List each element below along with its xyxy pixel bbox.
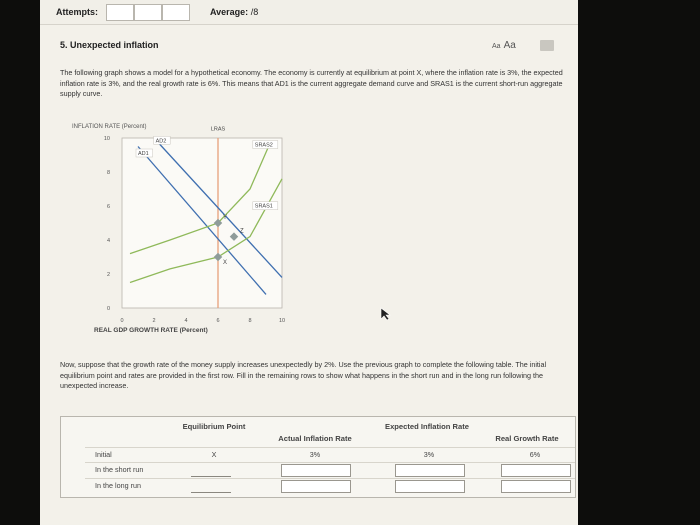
header-actual-inflation: Actual Inflation Rate: [278, 434, 352, 443]
row-label-short-run: In the short run: [95, 465, 144, 474]
y-axis-label: INFLATION RATE (Percent): [72, 124, 147, 130]
short-run-actual-input[interactable]: [281, 464, 351, 477]
attempt-box: [134, 4, 162, 21]
font-decrease-button[interactable]: Aa: [492, 43, 501, 50]
short-run-expected-input[interactable]: [395, 464, 465, 477]
series-label-ad1: AD1: [138, 151, 149, 157]
inflation-growth-graph[interactable]: [70, 118, 310, 338]
long-run-eq-dropdown[interactable]: [191, 481, 231, 493]
attempts-label: Attempts:: [56, 7, 98, 17]
header-equilibrium-point: Equilibrium Point: [182, 422, 246, 431]
series-label-sras1: SRAS1: [254, 203, 273, 210]
point-label-z: Z: [240, 228, 244, 235]
point-label-x: X: [223, 260, 228, 266]
font-size-controls[interactable]: [492, 40, 516, 51]
row-label-long-run: In the long run: [95, 481, 141, 490]
point-label-y: Y: [223, 215, 228, 221]
long-run-actual-input[interactable]: [281, 480, 351, 493]
series-label-lras: LRAS: [210, 126, 226, 133]
x-tick-label: 4: [184, 318, 188, 324]
x-tick-label: 6: [216, 318, 220, 324]
x-tick-label: 0: [120, 318, 124, 324]
x-tick-label: 8: [248, 318, 252, 324]
header-real-growth: Real Growth Rate: [495, 434, 559, 443]
y-tick-label: 10: [103, 136, 110, 142]
series-label-ad2: AD2: [155, 138, 167, 145]
y-tick-label: 2: [106, 272, 110, 278]
short-run-eq-dropdown[interactable]: [191, 465, 231, 477]
y-tick-label: 8: [106, 170, 110, 176]
series-label-sras2: SRAS2: [254, 142, 273, 149]
attempt-box: [162, 4, 190, 21]
header-expected-inflation: Expected Inflation Rate: [385, 422, 469, 431]
initial-real-growth: 6%: [529, 450, 541, 459]
row-divider: [85, 478, 575, 479]
y-tick-label: 0: [106, 306, 110, 312]
question-page: [40, 0, 578, 525]
table-instructions: Now, suppose that the growth rate of the money supply increases unexpectedly by 2%. Use the previous graph to complete the following table. The initial equilibrium point and rates are provided in the first row. Fill in the remaining rows to show what happens in the short run and in the long run following the unexpected increase.: [60, 360, 547, 390]
results-table: [60, 416, 576, 498]
initial-expected-inflation: 3%: [423, 450, 435, 459]
y-tick-label: 4: [106, 238, 110, 244]
font-increase-button[interactable]: Aa: [503, 40, 516, 51]
graph-panel[interactable]: [70, 118, 310, 338]
long-run-growth-input[interactable]: [501, 480, 571, 493]
row-label-initial: Initial: [95, 450, 112, 459]
mouse-cursor-icon: [380, 307, 392, 321]
print-icon[interactable]: [540, 40, 554, 51]
y-tick-label: 6: [106, 204, 110, 210]
x-tick-label: 2: [152, 318, 156, 324]
attempt-box: [106, 4, 134, 21]
question-title: 5. Unexpected inflation: [60, 40, 159, 50]
row-divider: [85, 462, 575, 463]
average-score: Average: /8: [210, 7, 259, 17]
attempts-bar: [40, 0, 578, 25]
x-axis-label: REAL GDP GROWTH RATE (Percent): [94, 327, 208, 334]
initial-actual-inflation: 3%: [309, 450, 321, 459]
short-run-growth-input[interactable]: [501, 464, 571, 477]
row-divider: [85, 447, 575, 448]
long-run-expected-input[interactable]: [395, 480, 465, 493]
question-intro: The following graph shows a model for a hypothetical economy. The economy is currently at equilibrium at point X, where the inflation rate is 3%, the expected inflation rate is 3%, and the real growth rate is 6%. This means that AD1 is the current aggregate demand curve and SRAS1 is the current short-run aggregate supply curve.: [60, 68, 563, 98]
initial-eq-point: X: [211, 450, 217, 459]
x-tick-label: 10: [278, 318, 286, 324]
